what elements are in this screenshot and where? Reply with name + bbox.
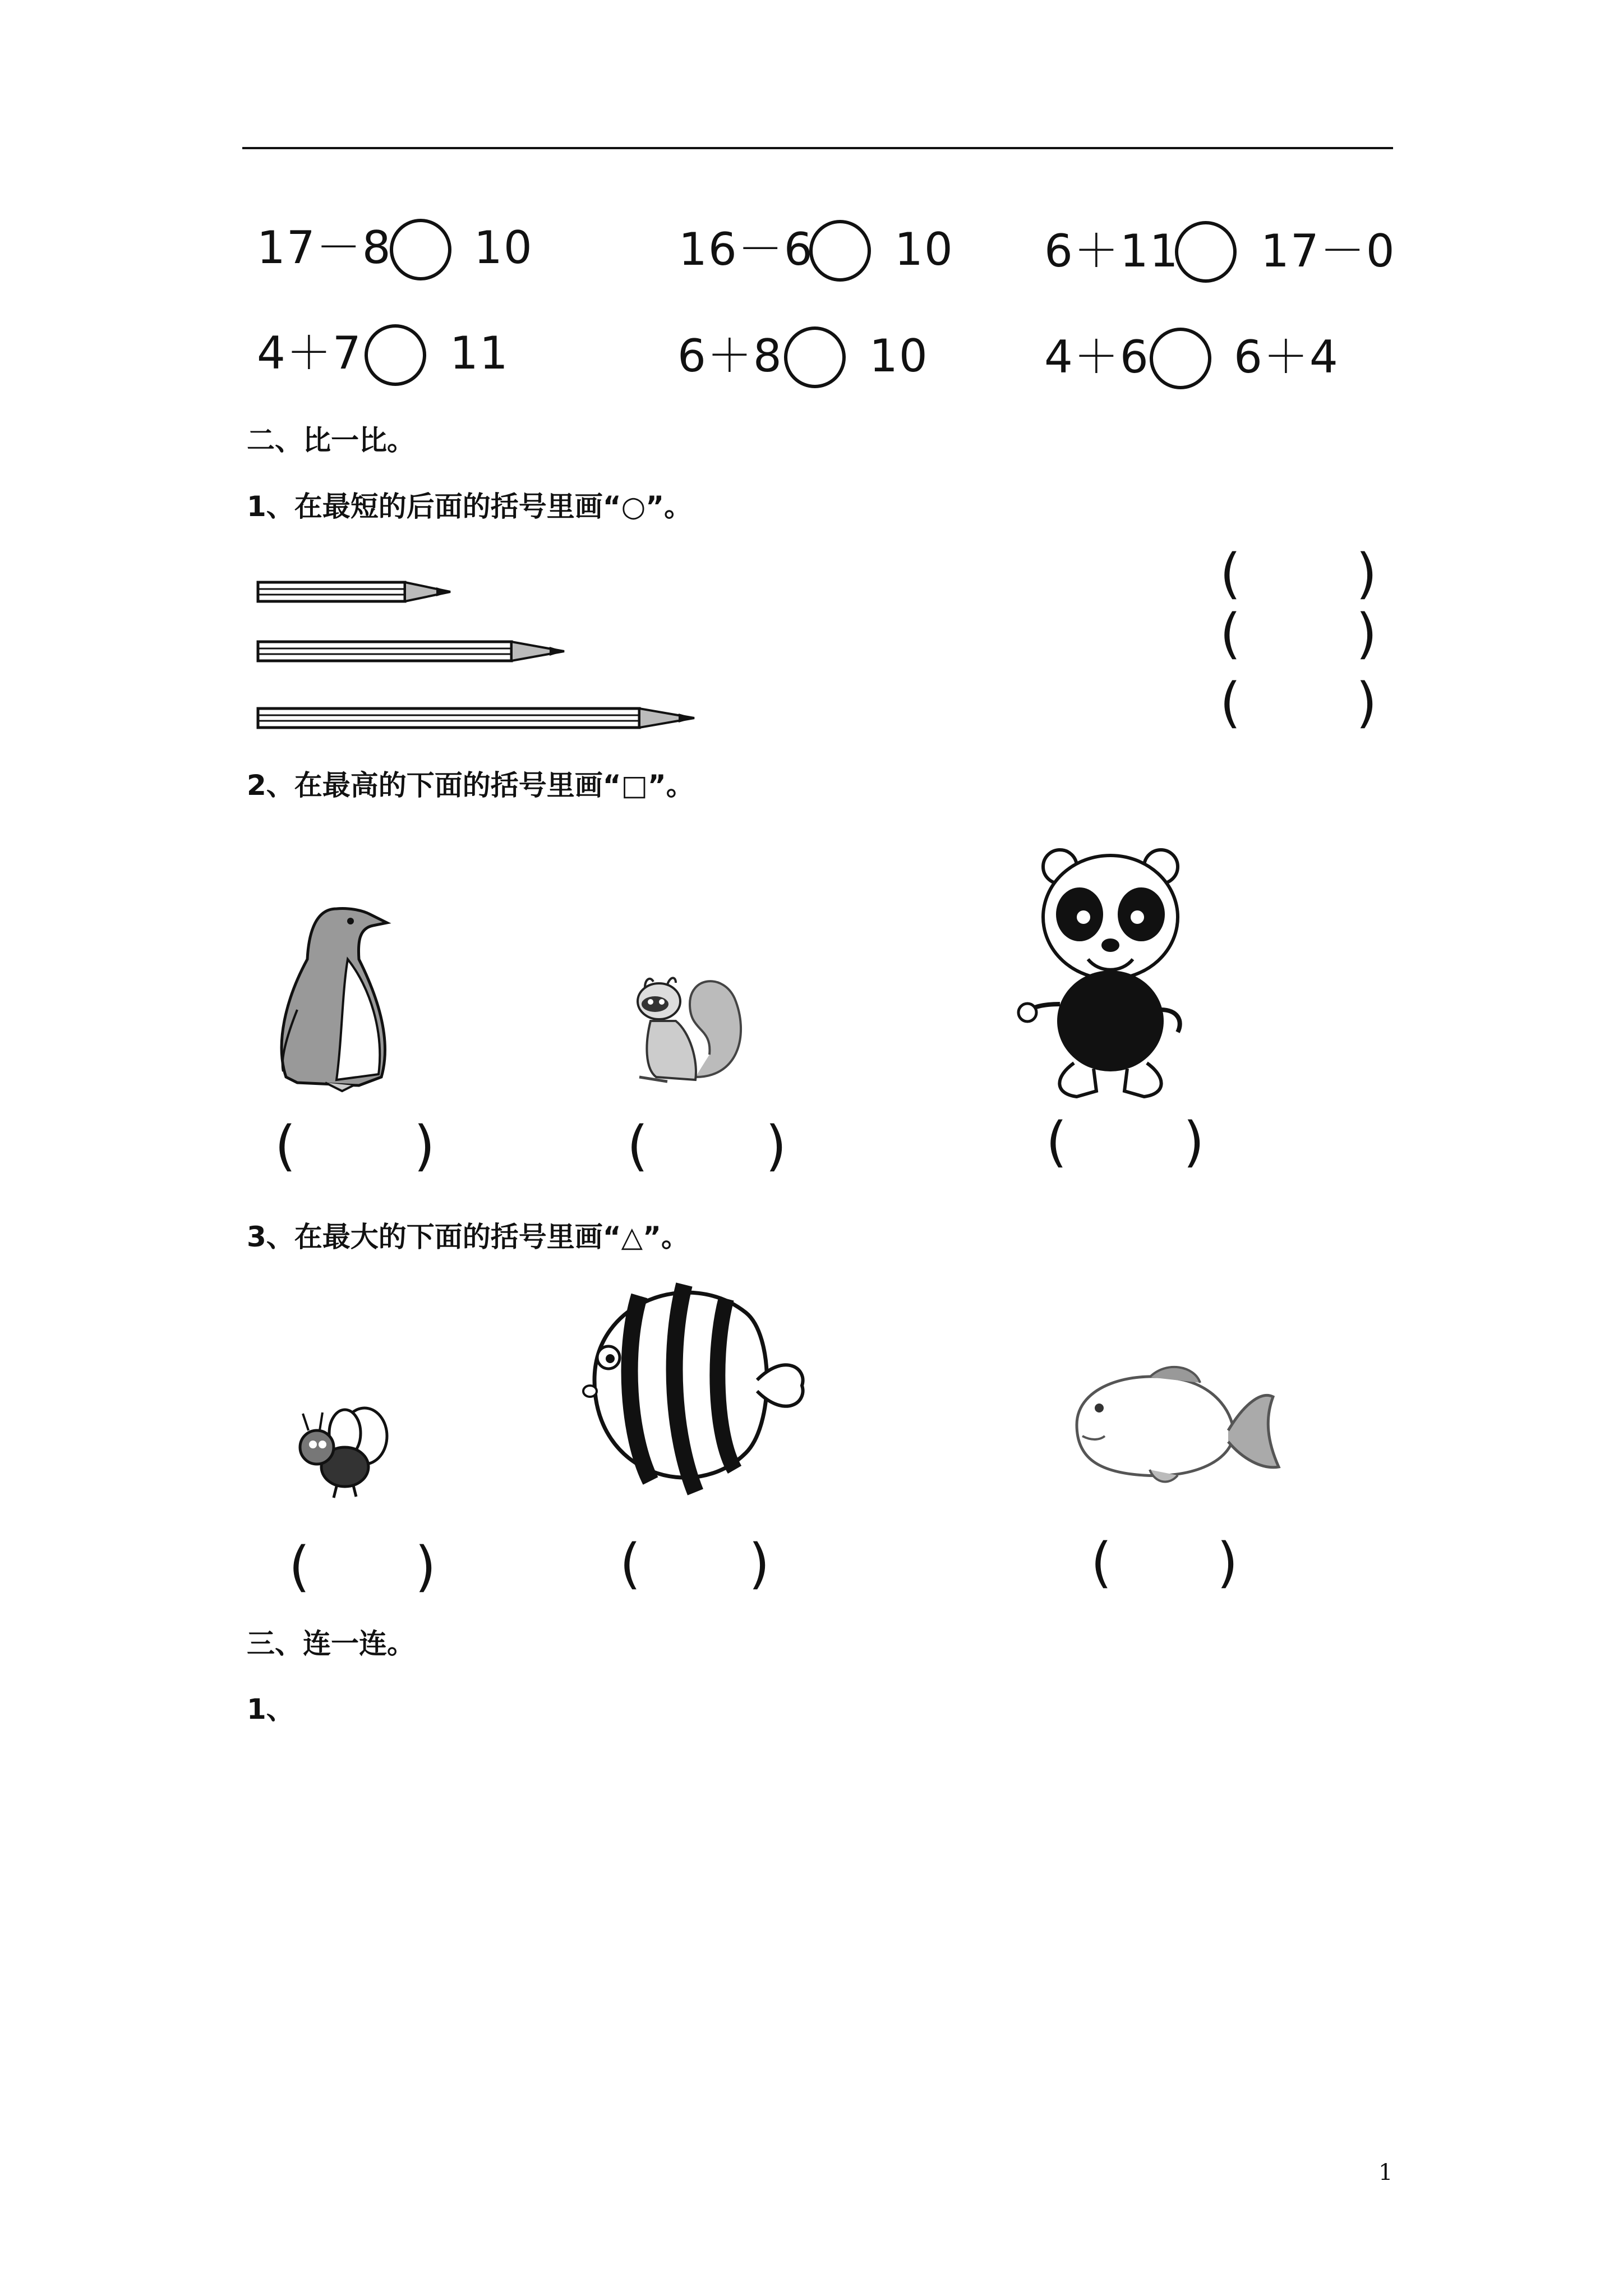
section-2-title: 二、比一比。: [247, 424, 415, 457]
answer-paren-open: (: [275, 1115, 296, 1177]
answer-paren-open: (: [627, 1115, 648, 1177]
question-2-1: 1、在最短的后面的括号里画“○”。: [247, 490, 693, 523]
comparison-right-3: 17－0: [1261, 225, 1396, 277]
comparison-right-2: 10: [895, 223, 954, 275]
comparison-right-6: 6＋4: [1234, 331, 1339, 383]
answer-circle-4[interactable]: [365, 324, 426, 386]
striped-fish-icon: [578, 1268, 813, 1509]
answer-paren-open: (: [1091, 1531, 1112, 1594]
panda-icon: [1021, 841, 1206, 1105]
answer-paren-close: ): [1356, 671, 1377, 734]
fish-icon: [1066, 1358, 1290, 1492]
header-rule: [242, 147, 1393, 149]
squirrel-icon: [628, 965, 751, 1094]
answer-circle-3[interactable]: [1175, 221, 1237, 283]
answer-paren-close: ): [766, 1115, 787, 1177]
comparison-right-4: 11: [450, 327, 509, 379]
answer-paren-open: (: [1046, 1111, 1067, 1174]
answer-paren-close: ): [1217, 1531, 1238, 1594]
answer-circle-5[interactable]: [784, 326, 846, 388]
comparison-left-6: 4＋6: [1044, 331, 1150, 383]
answer-paren-open: (: [1220, 671, 1241, 734]
pencil-short-icon: [257, 578, 459, 606]
answer-paren-close: ): [1356, 542, 1377, 605]
question-2-2: 2、在最高的下面的括号里画“□”。: [247, 769, 694, 802]
answer-paren-open: (: [1220, 542, 1241, 605]
answer-paren-close: ): [1356, 602, 1377, 665]
answer-paren-open: (: [1220, 602, 1241, 665]
answer-paren-open: (: [620, 1533, 641, 1595]
comparison-right-5: 10: [869, 330, 929, 382]
answer-circle-6[interactable]: [1150, 328, 1211, 389]
answer-paren-close: ): [414, 1115, 435, 1177]
bee-icon: [292, 1402, 393, 1498]
comparison-right-1: 10: [474, 222, 533, 274]
answer-paren-close: ): [415, 1535, 436, 1598]
answer-circle-1[interactable]: [390, 219, 451, 280]
pencil-long-icon: [257, 704, 700, 732]
comparison-left-4: 4＋7: [257, 327, 362, 379]
penguin-icon: [275, 898, 398, 1099]
comparison-left-1: 17－8: [257, 222, 392, 274]
page-number: 1: [1378, 2160, 1393, 2185]
comparison-left-3: 6＋11: [1044, 225, 1179, 277]
question-3-1: 1、: [247, 1693, 294, 1726]
question-2-3: 3、在最大的下面的括号里画“△”。: [247, 1221, 689, 1253]
answer-paren-open: (: [289, 1535, 310, 1598]
section-3-title: 三、连一连。: [247, 1627, 415, 1660]
comparison-left-2: 16－6: [679, 223, 814, 275]
answer-paren-close: ): [749, 1533, 770, 1595]
answer-paren-close: ): [1183, 1111, 1205, 1174]
comparison-left-5: 6＋8: [677, 330, 783, 382]
answer-circle-2[interactable]: [809, 220, 871, 282]
pencil-medium-icon: [257, 637, 571, 665]
